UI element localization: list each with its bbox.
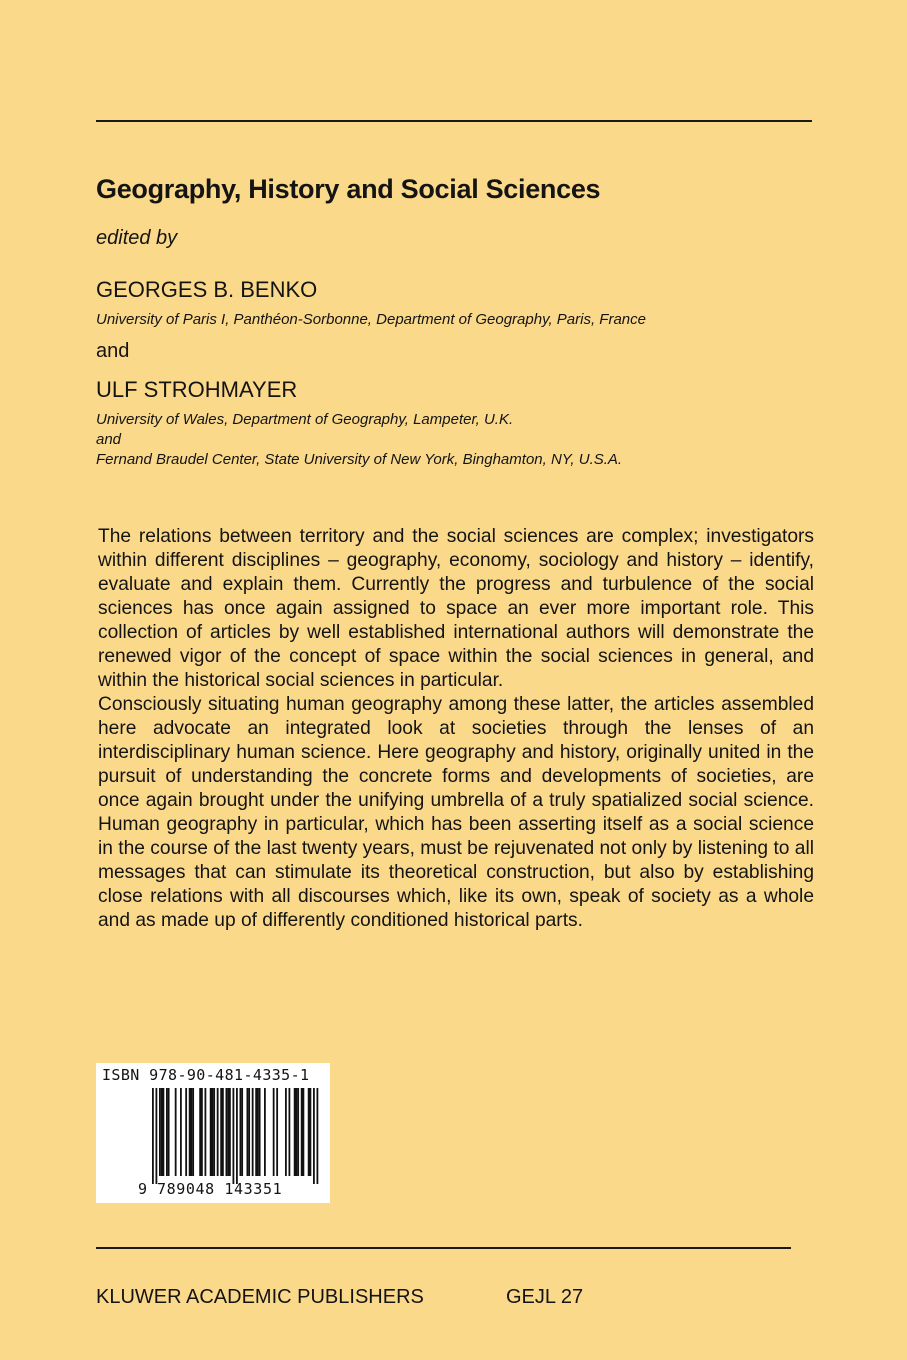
editor-affiliation-benko: University of Paris I, Panthéon-Sorbonne, Department of Geography, Paris, France: [96, 311, 646, 328]
barcode-bar: [273, 1088, 275, 1176]
barcode-bar: [301, 1088, 303, 1176]
barcode-bar: [229, 1088, 231, 1176]
barcode-bar: [247, 1088, 249, 1176]
ean-digits: 789048 143351: [157, 1180, 283, 1198]
isbn-number: ISBN 978-90-481-4335-1: [102, 1066, 310, 1084]
barcode-bar: [310, 1088, 312, 1176]
barcode-bar: [294, 1088, 296, 1176]
blurb-paragraph-1: The relations between territory and the social sciences are complex; investigators within different disciplines – geography, economy, sociology and history – identify, evaluate and explain them. Currently the progress and turbulence of the social sciences has once again assigned to space an ever more important role. This collection of articles by well established international authors will demonstrate the renewed vigor of the concept of space within the social sciences in general, and within the historical social sciences in particular.: [98, 526, 814, 691]
barcode-bar: [180, 1088, 182, 1176]
publisher-name: KLUWER ACADEMIC PUBLISHERS: [96, 1286, 424, 1308]
top-rule: [96, 120, 812, 122]
barcode-bar: [264, 1088, 266, 1176]
barcode-bar: [152, 1088, 154, 1184]
barcode-bar: [308, 1088, 310, 1176]
barcode-bar: [257, 1088, 259, 1176]
barcode-bar: [248, 1088, 250, 1176]
and-connector: and: [96, 340, 130, 362]
barcode-bar: [226, 1088, 228, 1176]
barcode-bar: [220, 1088, 222, 1176]
barcode-bar: [210, 1088, 212, 1176]
ean-first-digit: 9: [138, 1180, 148, 1198]
barcode-bar: [222, 1088, 224, 1176]
isbn-barcode: [96, 1063, 330, 1203]
barcode-bar: [189, 1088, 191, 1176]
editor-affiliation-strohmayer-2: Fernand Braudel Center, State University of New York, Binghamton, NY, U.S.A.: [96, 451, 623, 468]
barcode-bar: [259, 1088, 261, 1176]
editor-name-benko: GEORGES B. BENKO: [96, 277, 318, 302]
barcode-bar: [185, 1088, 187, 1176]
barcode-bar: [199, 1088, 201, 1176]
series-code: GEJL 27: [506, 1286, 584, 1308]
barcode-bar: [252, 1088, 254, 1176]
barcode-bar: [161, 1088, 163, 1176]
barcode-bar: [205, 1088, 207, 1176]
editor-affiliation-strohmayer-1: University of Wales, Department of Geography, Lampeter, U.K.: [96, 411, 514, 428]
barcode-bar: [313, 1088, 315, 1184]
barcode-bar: [241, 1088, 243, 1176]
barcode-bar: [156, 1088, 158, 1184]
barcode-bar: [166, 1088, 168, 1176]
book-title: Geography, History and Social Sciences: [96, 174, 601, 204]
barcode-bar: [317, 1088, 319, 1184]
barcode-bar: [217, 1088, 219, 1176]
barcode-bar: [212, 1088, 214, 1176]
barcode-bar: [255, 1088, 257, 1176]
blurb-paragraph-2: Consciously situating human geography among these latter, the articles assembled here advocate an integrated look at societies through the lenses of an interdisciplinary human science. Here geography and history, originally united in the pursuit of understanding the concrete forms and developments of societies, are once again brought under the unifying umbrella of a truly spatialized social science. Human geography in particular, which has been asserting itself as a social science in the course of the last twenty years, must be rejuvenated not only by listening to all messages that can stimulate its theoretical construction, but also by establishing close relations with all discourses which, like its own, speak of society as a whole and as made up of differently conditioned historical parts.: [98, 694, 814, 931]
barcode-bar: [233, 1088, 235, 1184]
editor-name-strohmayer: ULF STROHMAYER: [96, 377, 298, 402]
barcode-bar: [303, 1088, 305, 1176]
barcode-bar: [191, 1088, 193, 1176]
barcode-bar: [159, 1088, 161, 1176]
barcode-bar: [168, 1088, 170, 1176]
bottom-rule: [96, 1247, 791, 1249]
barcode-bar: [201, 1088, 203, 1176]
blurb: [98, 525, 814, 933]
barcode-bar: [285, 1088, 287, 1176]
barcode-bar: [236, 1088, 238, 1184]
barcode-bar: [240, 1088, 242, 1176]
edited-by-label: edited by: [96, 227, 178, 249]
barcode-bar: [163, 1088, 165, 1176]
barcode-bar: [227, 1088, 229, 1176]
barcode-bar: [276, 1088, 278, 1176]
barcode-bar: [296, 1088, 298, 1176]
barcode-bar: [192, 1088, 194, 1176]
and-connector-small: and: [96, 431, 122, 448]
barcode-bar: [297, 1088, 299, 1176]
barcode-bar: [289, 1088, 291, 1176]
barcode-bar: [175, 1088, 177, 1176]
barcode-bar: [213, 1088, 215, 1176]
